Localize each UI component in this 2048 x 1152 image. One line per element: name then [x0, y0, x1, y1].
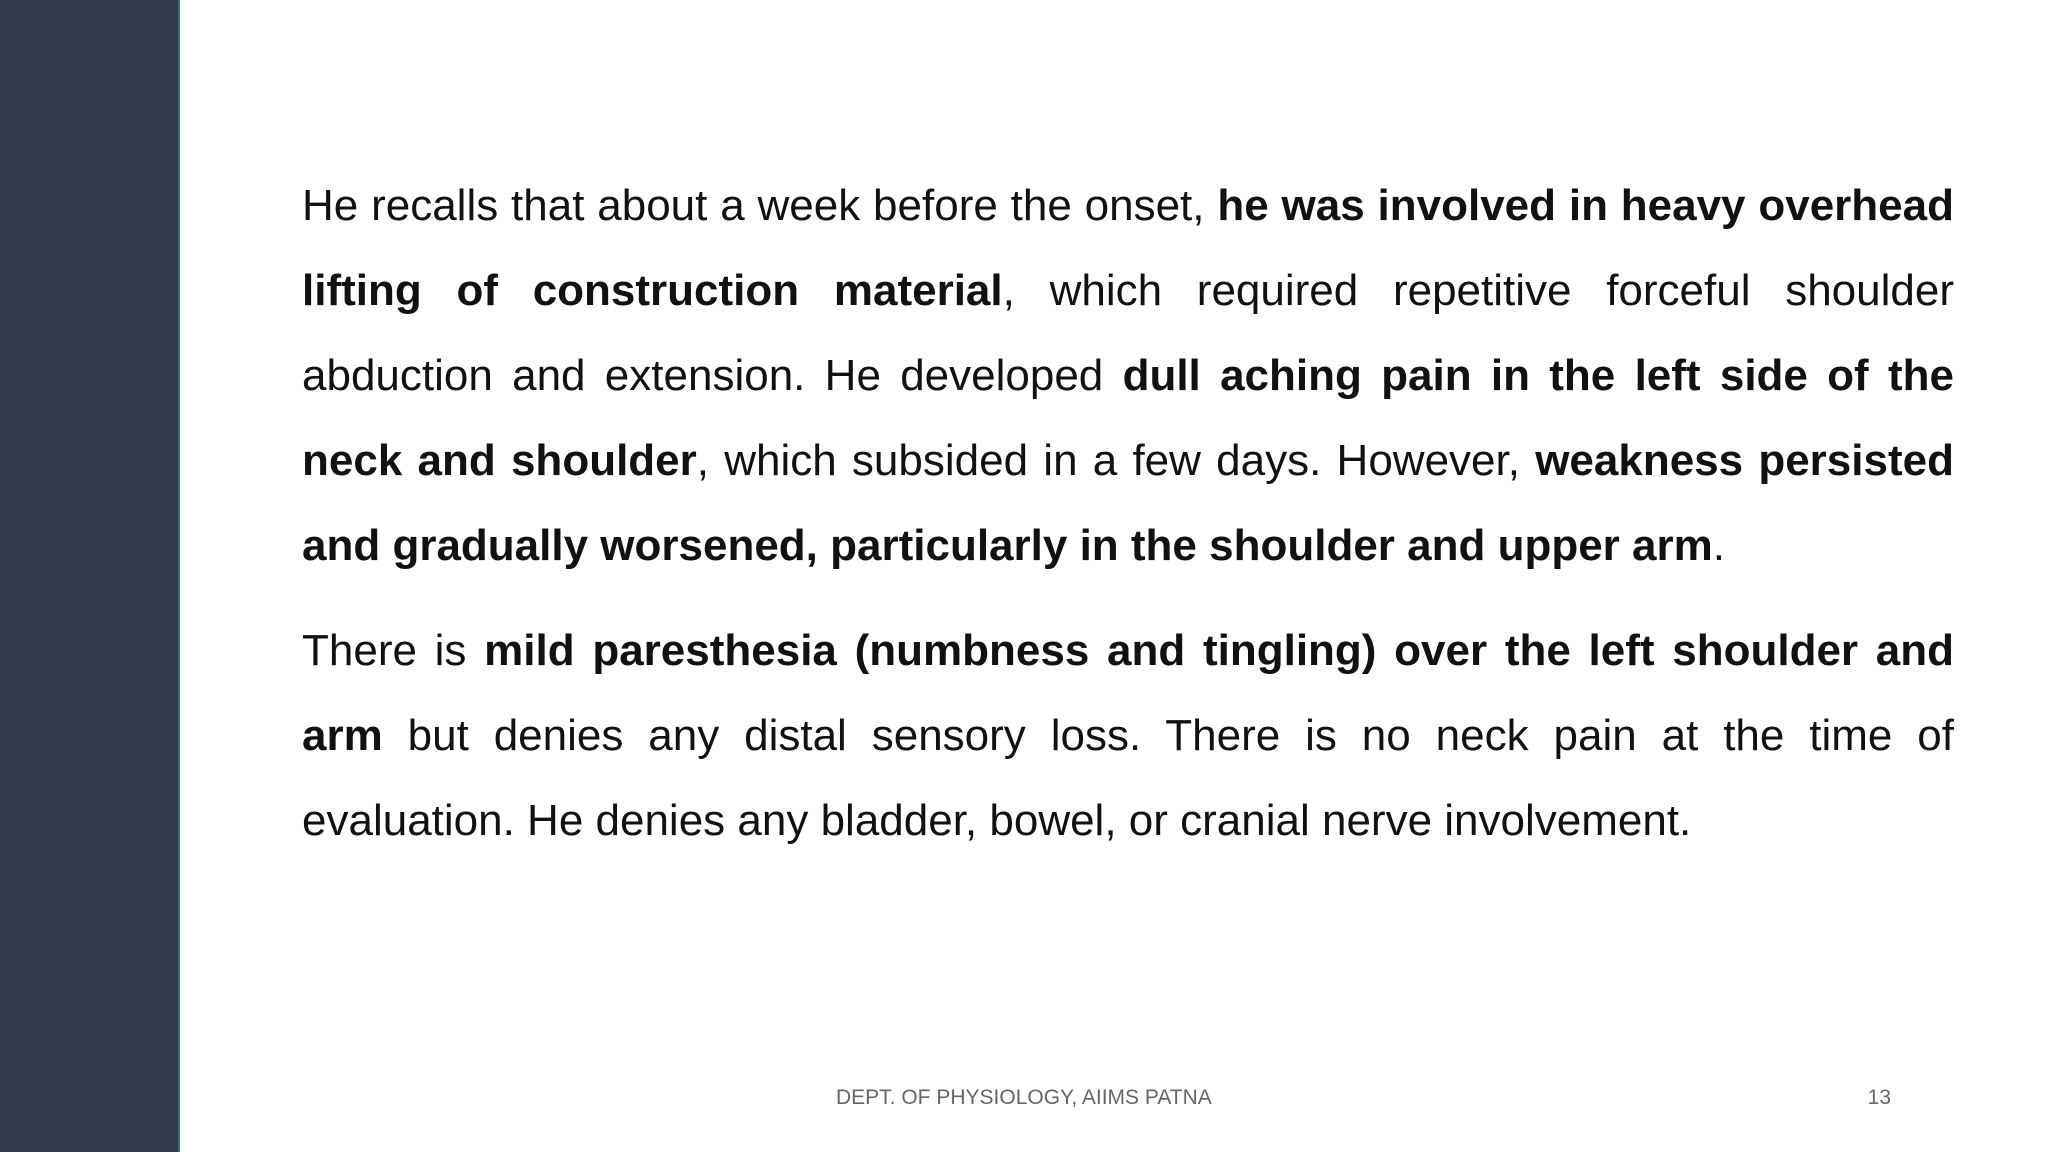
- page-number: 13: [1867, 1086, 1891, 1109]
- paragraph-1-segment: , which required repetitive forceful shoulder abduction and extension. He developed: [302, 266, 1954, 400]
- paragraph-2-segment: There is: [302, 626, 485, 675]
- paragraph-2-segment: but denies any distal sensory loss. There is no neck pain at the time of evaluation. He denies any bladder, bowel, or cranial nerve involvement.: [302, 711, 1954, 845]
- paragraph-1-emphasis: dull aching pain in the left side of the neck and shoulder: [302, 351, 1954, 485]
- slide-body: [302, 163, 1954, 863]
- paragraph-2-emphasis: mild paresthesia (numbness and tingling) over the left shoulder and arm: [302, 626, 1954, 760]
- paragraph-2: [302, 608, 1954, 863]
- paragraph-1-emphasis: he was involved in heavy overhead lifting of construction material: [302, 181, 1954, 315]
- paragraph-1-segment: He recalls that about a week before the onset,: [302, 181, 1218, 230]
- slide-footer: DEPT. OF PHYSIOLOGY, AIIMS PATNA: [836, 1086, 1212, 1109]
- sidebar-decoration: [0, 0, 180, 1152]
- paragraph-1-emphasis: weakness persisted and gradually worsened, particularly in the shoulder and upper arm: [302, 436, 1954, 570]
- paragraph-1: [302, 163, 1954, 588]
- paragraph-1-segment: .: [1712, 521, 1725, 570]
- paragraph-1-segment: , which subsided in a few days. However,: [696, 436, 1536, 485]
